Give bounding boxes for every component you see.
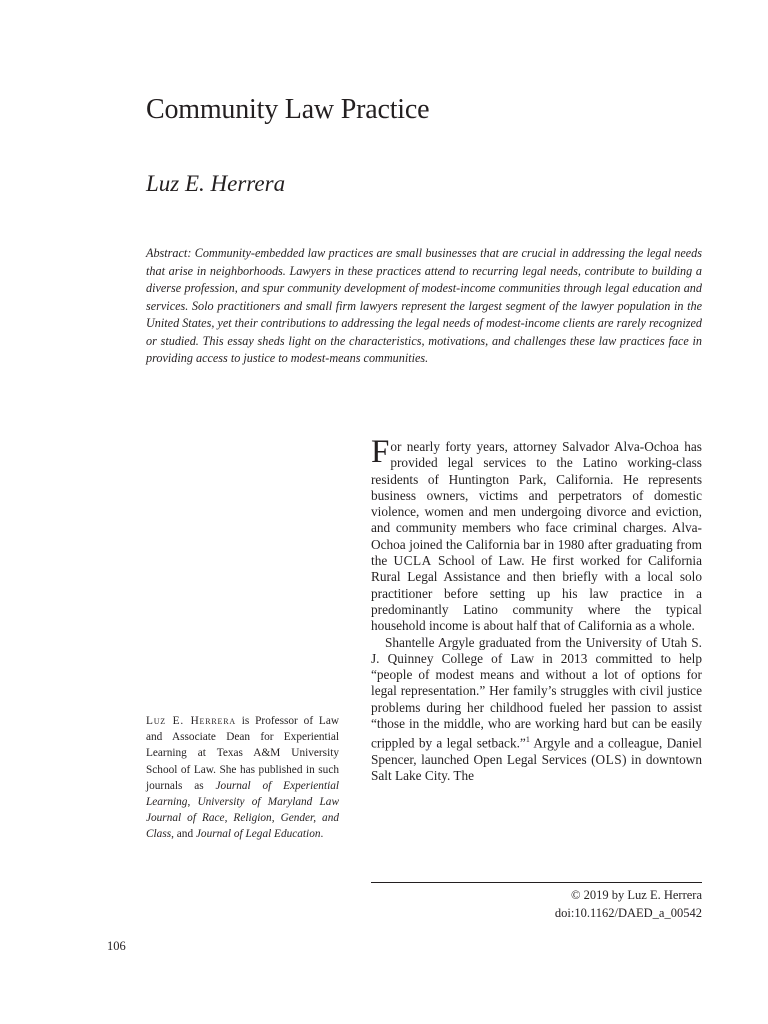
footer-rule [371, 882, 702, 883]
body-paragraph-1 [371, 439, 702, 635]
p2-text-c: ) in downtown Salt Lake City. The [371, 752, 702, 784]
article-title: Community Law Practice [146, 94, 430, 125]
p1-text-a: or nearly forty years, attorney Salvador Alva-Ochoa has provided legal services to the Latino working-class residents of Huntington Park, California. He represents business owners, victims and perpetrators of domestic violence, women and men undergoing divorce and eviction, and community members who face criminal charges. Alva-Ochoa joined the California bar in 1980 after graduating from the [371, 439, 702, 569]
abstract-label: Abstract [146, 246, 188, 260]
bio-text: is Professor of Law and Associate Dean for Experiential Learning at Texas A&M University School of Law. She has published in such journals as [146, 715, 339, 792]
drop-cap: F [371, 439, 390, 470]
page-number: 106 [107, 939, 126, 953]
footnote-marker[interactable]: 1 [525, 735, 530, 745]
bio-journal-1: Journal of Experiential Learning [146, 779, 340, 809]
abstract: Abstract: Community-embedded law practices are small businesses that are crucial in addressing the legal needs that arise in neighborhoods. Lawyers in these practices attend to recurring legal needs, contribute to building a diverse profession, and spur community development of modest-income communities through legal education and services. Solo practitioners and small firm lawyers represent the largest segment of the lawyer population in the United States, yet their contributions to addressing the legal needs of modest-income clients are rarely recognized or studied. This essay sheds light on the characteristics, motivations, and challenges these law practices face in providing access to justice to modest-means communities. [146, 246, 703, 365]
p2-ols: OLS [595, 752, 623, 768]
p1-ucla: UCLA [393, 553, 432, 569]
author-bio: Luz E. Herrera is Professor of Law and Associate Dean for Experiential Learning at Texas A&M University School of Law. She has published in such journals as Journal of Experiential Learning, University of Maryland Law Journal of Race, Religion, Gender, and Class, and Journal of Legal Education. [146, 715, 340, 841]
p2-text-b: Argyle and a colleague, Daniel Spencer, launched Open Legal Services ( [371, 735, 702, 768]
doi[interactable]: doi:10.1162/DAED_a_00542 [554, 906, 702, 920]
bio-name: Luz E. Herrera [146, 715, 236, 727]
bio-journal-2: University of Maryland Law Journal of Race, Religion, Gender, and Class [146, 796, 339, 841]
bio-conj: and [176, 828, 194, 841]
article-author: Luz E. Herrera [146, 171, 286, 196]
body-paragraph-2 [371, 635, 702, 785]
footer [371, 886, 702, 922]
p2-text-a: Shantelle Argyle graduated from the University of Utah S. J. Quinney College of Law in 2013 committed to help “people of modest means and without a lot of options for legal representation.” Her family’s struggles with civil justice problems during her childhood fueled her passion to assist “those in the middle, who are working hard but can be easily crippled by a legal setback.” [371, 634, 702, 751]
abstract-text: Community-embedded law practices are small businesses that are crucial in addressing the legal needs that arise in neighborhoods. Lawyers in these practices attend to recurring legal needs, contribute to building a diverse profession, and spur community development of modest-income communities through legal education and services. Solo practitioners and small firm lawyers represent the largest segment of the lawyer population in the United States, yet their contributions to addressing the legal needs of modest-income clients are rarely recognized or studied. This essay sheds light on the characteristics, motivations, and challenges these law practices face in providing access to justice to modest-means communities. [146, 246, 703, 365]
copyright: © 2019 by Luz E. Herrera [571, 888, 702, 902]
body-text [371, 439, 702, 869]
p1-text-b: School of Law. He first worked for California Rural Legal Assistance and then briefly with a local solo practitioner before setting up his law practice in a predominantly Latino community where the typical household income is about half that of California as a whole. [371, 553, 702, 634]
bio-journal-3: Journal of Legal Education [195, 828, 321, 841]
